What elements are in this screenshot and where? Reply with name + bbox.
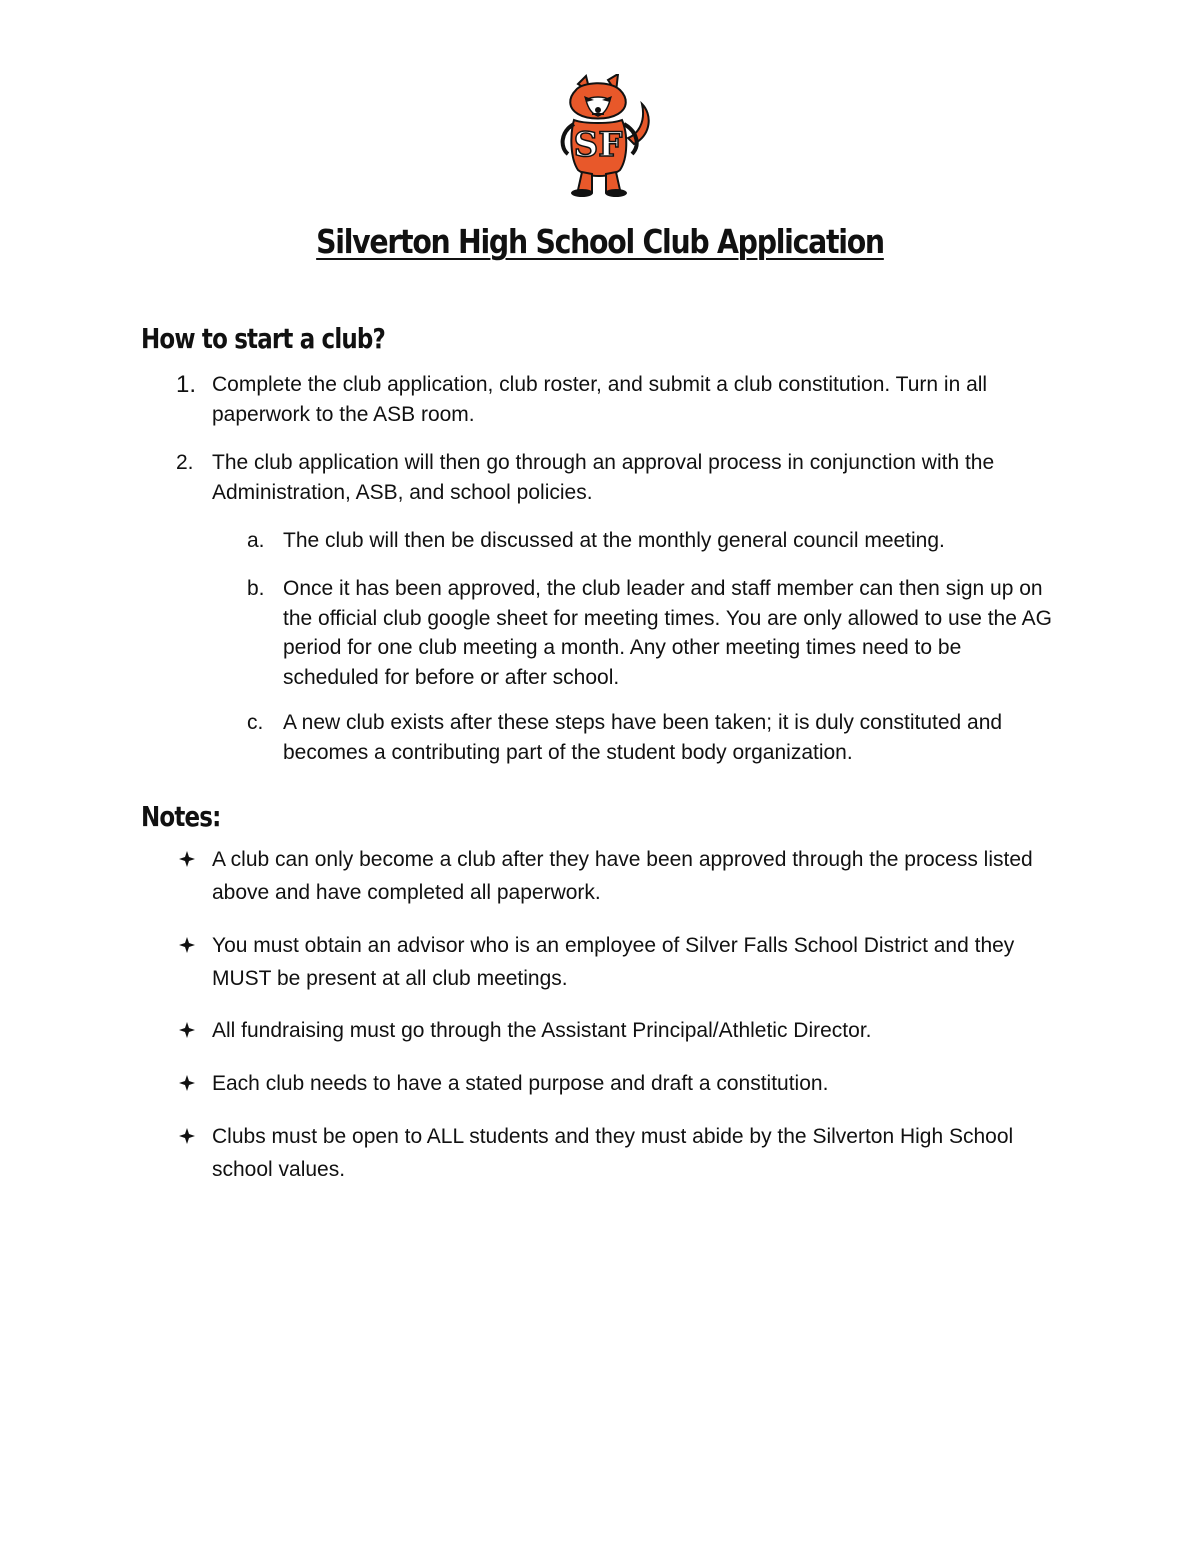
step-text: Complete the club application, club roster, and submit a club constitution. Turn in all paperwork to the ASB room. — [212, 373, 988, 426]
note-text: You must obtain an advisor who is an employee of Silver Falls School District and they MUST be present at all club meetings. — [212, 934, 1015, 990]
substep-text: Once it has been approved, the club leader and staff member can then sign up on the official club google sheet for meeting times. You are only allowed to use the AG period for one club meeting a month. Any other meeting times need to be scheduled for before or after school. — [283, 577, 1052, 689]
substep-letter: c. — [247, 711, 264, 734]
note-text: Each club needs to have a stated purpose and draft a constitution. — [212, 1072, 829, 1095]
substep-text: A new club exists after these steps have been taken; it is duly constituted and becomes a contributing part of the student body organization. — [283, 711, 1003, 764]
step-number: 2. — [176, 451, 194, 474]
step-number: 1. — [176, 371, 197, 398]
substep-letter: a. — [247, 529, 265, 552]
note-text: All fundraising must go through the Assistant Principal/Athletic Director. — [212, 1019, 872, 1042]
page-title: Silverton High School Club Application — [316, 222, 884, 261]
diamond-bullet-icon — [178, 850, 196, 868]
note-text: A club can only become a club after they have been approved through the process listed above and have completed all paperwork. — [212, 848, 1033, 904]
notes-heading: Notes: — [141, 800, 221, 833]
diamond-bullet-icon — [178, 936, 196, 954]
step-text: The club application will then go through an approval process in conjunction with the Administration, ASB, and school policies. — [212, 451, 995, 504]
logo-letters: SF — [573, 125, 623, 165]
substep-letter: b. — [247, 577, 265, 600]
diamond-bullet-icon — [178, 1127, 196, 1145]
how-to-heading: How to start a club? — [141, 322, 386, 355]
diamond-bullet-icon — [178, 1021, 196, 1039]
diamond-bullet-icon — [178, 1074, 196, 1092]
substep-text: The club will then be discussed at the monthly general council meeting. — [283, 529, 945, 552]
fox-mascot-icon — [548, 74, 652, 198]
fox-mascot-logo — [548, 74, 652, 198]
note-text: Clubs must be open to ALL students and they must abide by the Silverton High School school values. — [212, 1125, 1014, 1181]
